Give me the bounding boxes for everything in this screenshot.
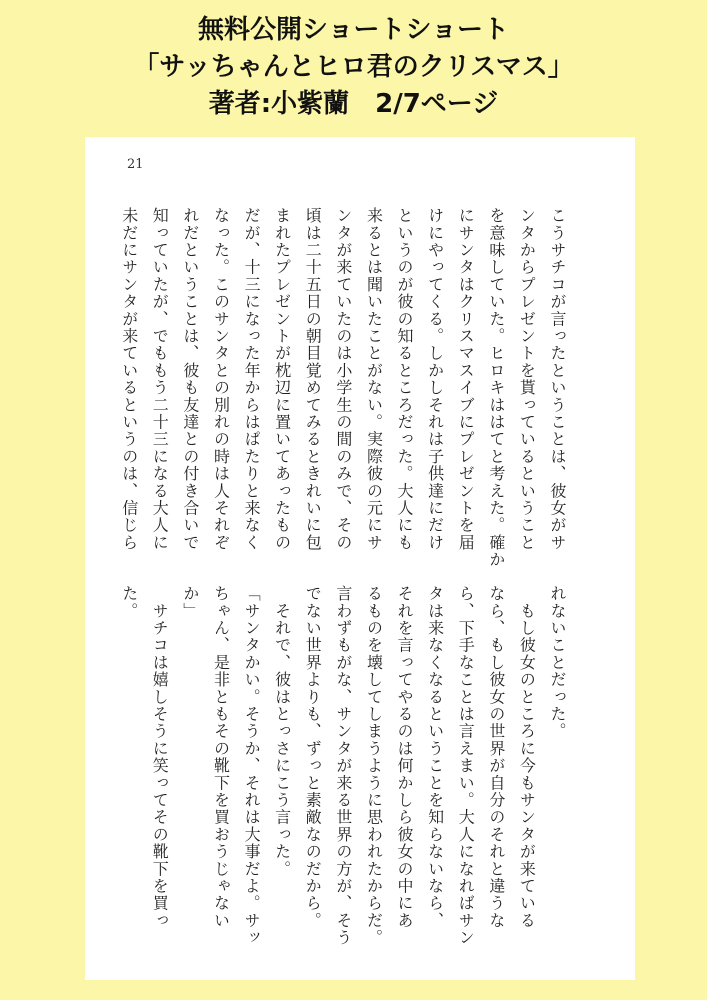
text-column: るものを壊してしまうように思われたからだ。 (364, 585, 384, 947)
text-column: れだということは、彼も友達との付き合いで (180, 207, 200, 551)
text-column: でない世界よりも、ずっと素敵なのだから。 (303, 585, 323, 929)
text-column: ちゃん、是非ともその靴下を買おうじゃない (211, 585, 231, 929)
text-column: こうサチコが言ったということは、彼女がサ (548, 207, 567, 551)
text-column: にサンタはクリスマスイブにプレゼントを届 (456, 207, 476, 551)
text-column: もし彼女のところに今もサンタが来ている (517, 585, 537, 929)
text-column: 来るとは聞いたことがない。実際彼の元にサ (364, 207, 384, 551)
text-column: けにやってくる。しかしそれは子供達にだけ (425, 207, 445, 551)
text-column: ら、下手なことは言えまい。大人になればサン (456, 585, 476, 947)
header (0, 12, 707, 123)
text-column: た。 (119, 585, 139, 620)
book-page (85, 137, 635, 980)
text-column: 知っていたが、でももう二十三になる大人に (150, 207, 170, 551)
header-series-title: 無料公開ショートショート (198, 15, 509, 45)
text-column: ンタからプレゼントを貰っているということ (517, 207, 537, 551)
page-number: 21 (127, 157, 144, 172)
text-column: というのが彼の知るところだった。大人にも (395, 207, 415, 551)
text-column: なら、もし彼女の世界が自分のそれと違うな (486, 585, 506, 929)
text-column: それで、彼はとっさにこう言った。 (272, 585, 292, 878)
text-column: なった。このサンタとの別れの時は人それぞ (211, 207, 231, 551)
text-column: まれたプレゼントが枕辺に置いてあったもの (272, 207, 292, 551)
text-column: 「サンタかい。そうか、それは大事だよ。サッ (242, 585, 262, 947)
text-column: か」 (180, 585, 200, 620)
text-column: 頃は二十五日の朝目覚めてみるときれいに包 (303, 207, 323, 551)
header-story-title: 「サッちゃんとヒロ君のクリスマス」 (133, 52, 574, 82)
text-column: 言わずもがな、サンタが来る世界の方が、そう (333, 585, 353, 947)
text-column: だが、十三になった年からはぱたりと来なく (242, 207, 262, 551)
text-column: タは来なくなるということを知らないなら、 (425, 585, 445, 929)
text-column: を意味していた。ヒロキははてと考えた。確か (486, 207, 506, 569)
header-author-page: 著者:小紫蘭 2/7ページ (208, 89, 499, 119)
text-column: ンタが来ていたのは小学生の間のみで、その (333, 207, 353, 551)
text-block-bottom (112, 585, 572, 947)
text-block-top (112, 207, 572, 569)
text-column: 未だにサンタが来ているというのは、信じら (119, 207, 139, 551)
text-column: れないことだった。 (548, 585, 567, 740)
text-column: それを言ってやるのは何かしら彼女の中にあ (395, 585, 415, 929)
text-column: サチコは嬉しそうに笑ってその靴下を買っ (150, 585, 170, 929)
